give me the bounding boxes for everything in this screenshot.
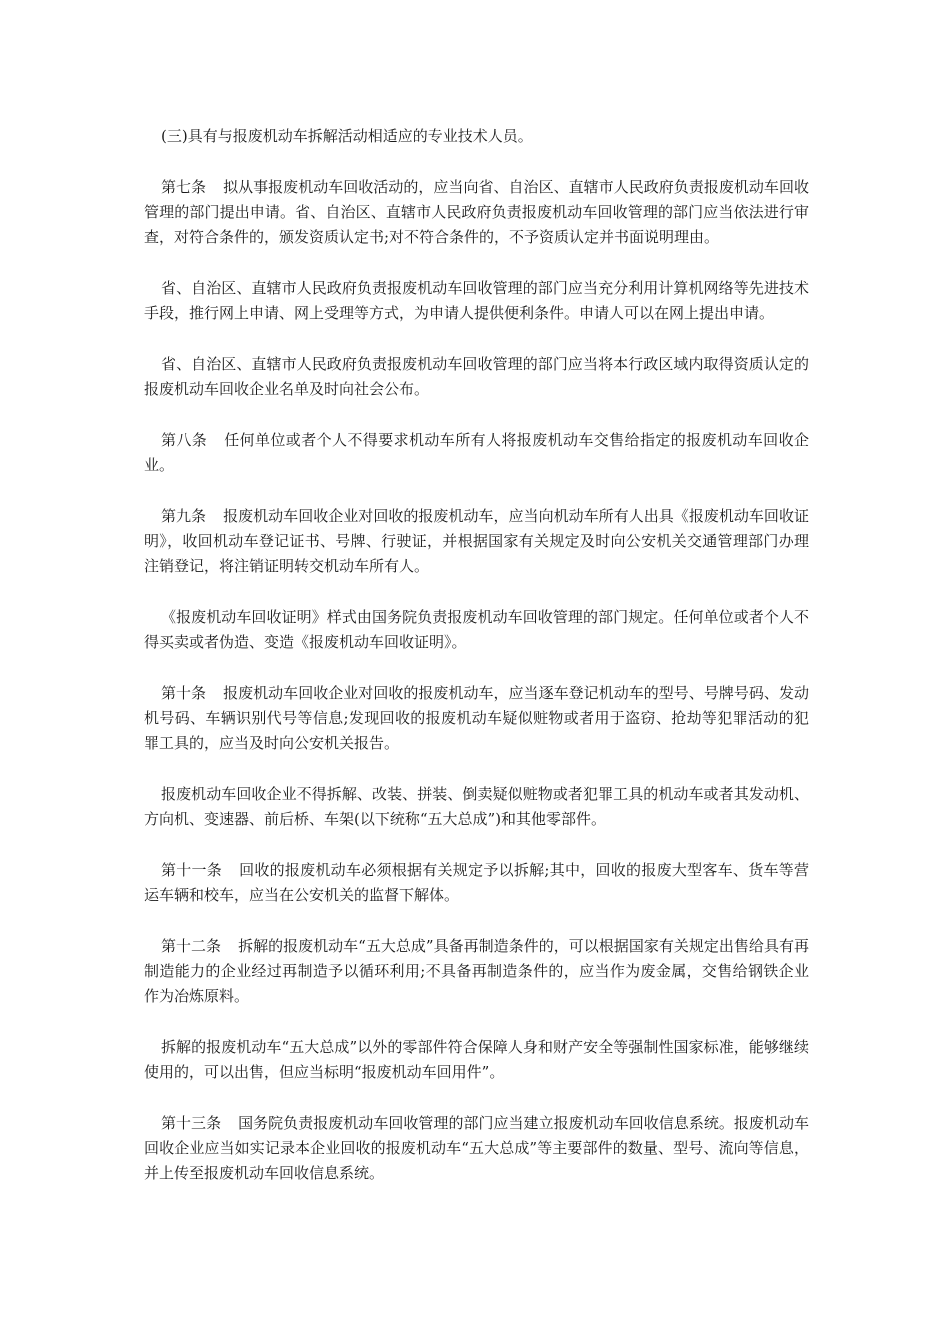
article-11	[144, 858, 809, 908]
paragraph-text: 拟从事报废机动车回收活动的，应当向省、自治区、直辖市人民政府负责报废机动车回收管理的部门提出申请。省、自治区、直辖市人民政府负责报废机动车回收管理的部门应当依法进行审查，对符合条件的，颁发资质认定书;对不符合条件的，不予资质认定并书面说明理由。	[144, 178, 809, 246]
article-10	[144, 681, 809, 756]
article-9	[144, 504, 809, 579]
paragraph	[144, 605, 809, 655]
article-number: 第九条	[161, 507, 207, 525]
document-body	[144, 124, 809, 1212]
article-number: 第七条	[161, 178, 207, 196]
paragraph-text: 拆解的报废机动车“五大总成”以外的零部件符合保障人身和财产安全等强制性国家标准，能够继续使用的，可以出售，但应当标明“报废机动车回用件”。	[144, 1038, 809, 1081]
paragraph	[144, 276, 809, 326]
article-number: 第十一条	[161, 861, 223, 879]
paragraph-text: 报废机动车回收企业对回收的报废机动车，应当向机动车所有人出具《报废机动车回收证明》，收回机动车登记证书、号牌、行驶证，并根据国家有关规定及时向公安机关交通管理部门办理注销登记，将注销证明转交机动车所有人。	[144, 507, 809, 575]
paragraph-text: 拆解的报废机动车“五大总成”具备再制造条件的，可以根据国家有关规定出售给具有再制造能力的企业经过再制造予以循环利用;不具备再制造条件的，应当作为废金属，交售给钢铁企业作为冶炼原料。	[144, 937, 809, 1005]
paragraph-text: 报废机动车回收企业不得拆解、改装、拼装、倒卖疑似赃物或者犯罪工具的机动车或者其发动机、方向机、变速器、前后桥、车架(以下统称“五大总成”)和其他零部件。	[144, 785, 809, 828]
paragraph-text: 《报废机动车回收证明》样式由国务院负责报废机动车回收管理的部门规定。任何单位或者个人不得买卖或者伪造、变造《报废机动车回收证明》。	[144, 608, 809, 651]
paragraph-text: 国务院负责报废机动车回收管理的部门应当建立报废机动车回收信息系统。报废机动车回收企业应当如实记录本企业回收的报废机动车“五大总成”等主要部件的数量、型号、流向等信息，并上传至报废机动车回收信息系统。	[144, 1114, 809, 1182]
article-number: 第八条	[161, 431, 208, 449]
paragraph-text: (三)具有与报废机动车拆解活动相适应的专业技术人员。	[161, 127, 533, 145]
article-8	[144, 428, 809, 478]
article-number: 第十二条	[161, 937, 222, 955]
paragraph-text: 任何单位或者个人不得要求机动车所有人将报废机动车交售给指定的报废机动车回收企业。	[144, 431, 809, 474]
paragraph-text: 省、自治区、直辖市人民政府负责报废机动车回收管理的部门应当充分利用计算机网络等先进技术手段，推行网上申请、网上受理等方式，为申请人提供便利条件。申请人可以在网上提出申请。	[144, 279, 809, 322]
article-number: 第十条	[161, 684, 207, 702]
paragraph	[144, 352, 809, 402]
article-12	[144, 934, 809, 1009]
article-number: 第十三条	[161, 1114, 222, 1132]
paragraph-text: 回收的报废机动车必须根据有关规定予以拆解;其中，回收的报废大型客车、货车等营运车辆和校车，应当在公安机关的监督下解体。	[144, 861, 809, 904]
paragraph-text: 省、自治区、直辖市人民政府负责报废机动车回收管理的部门应当将本行政区域内取得资质认定的报废机动车回收企业名单及时向社会公布。	[144, 355, 809, 398]
article-7	[144, 175, 809, 250]
article-13	[144, 1111, 809, 1186]
paragraph	[144, 782, 809, 832]
paragraph-text: 报废机动车回收企业对回收的报废机动车，应当逐车登记机动车的型号、号牌号码、发动机号码、车辆识别代号等信息;发现回收的报废机动车疑似赃物或者用于盗窃、抢劫等犯罪活动的犯罪工具的，应当及时向公安机关报告。	[144, 684, 809, 752]
paragraph	[144, 1035, 809, 1085]
paragraph-item-3	[144, 124, 809, 149]
